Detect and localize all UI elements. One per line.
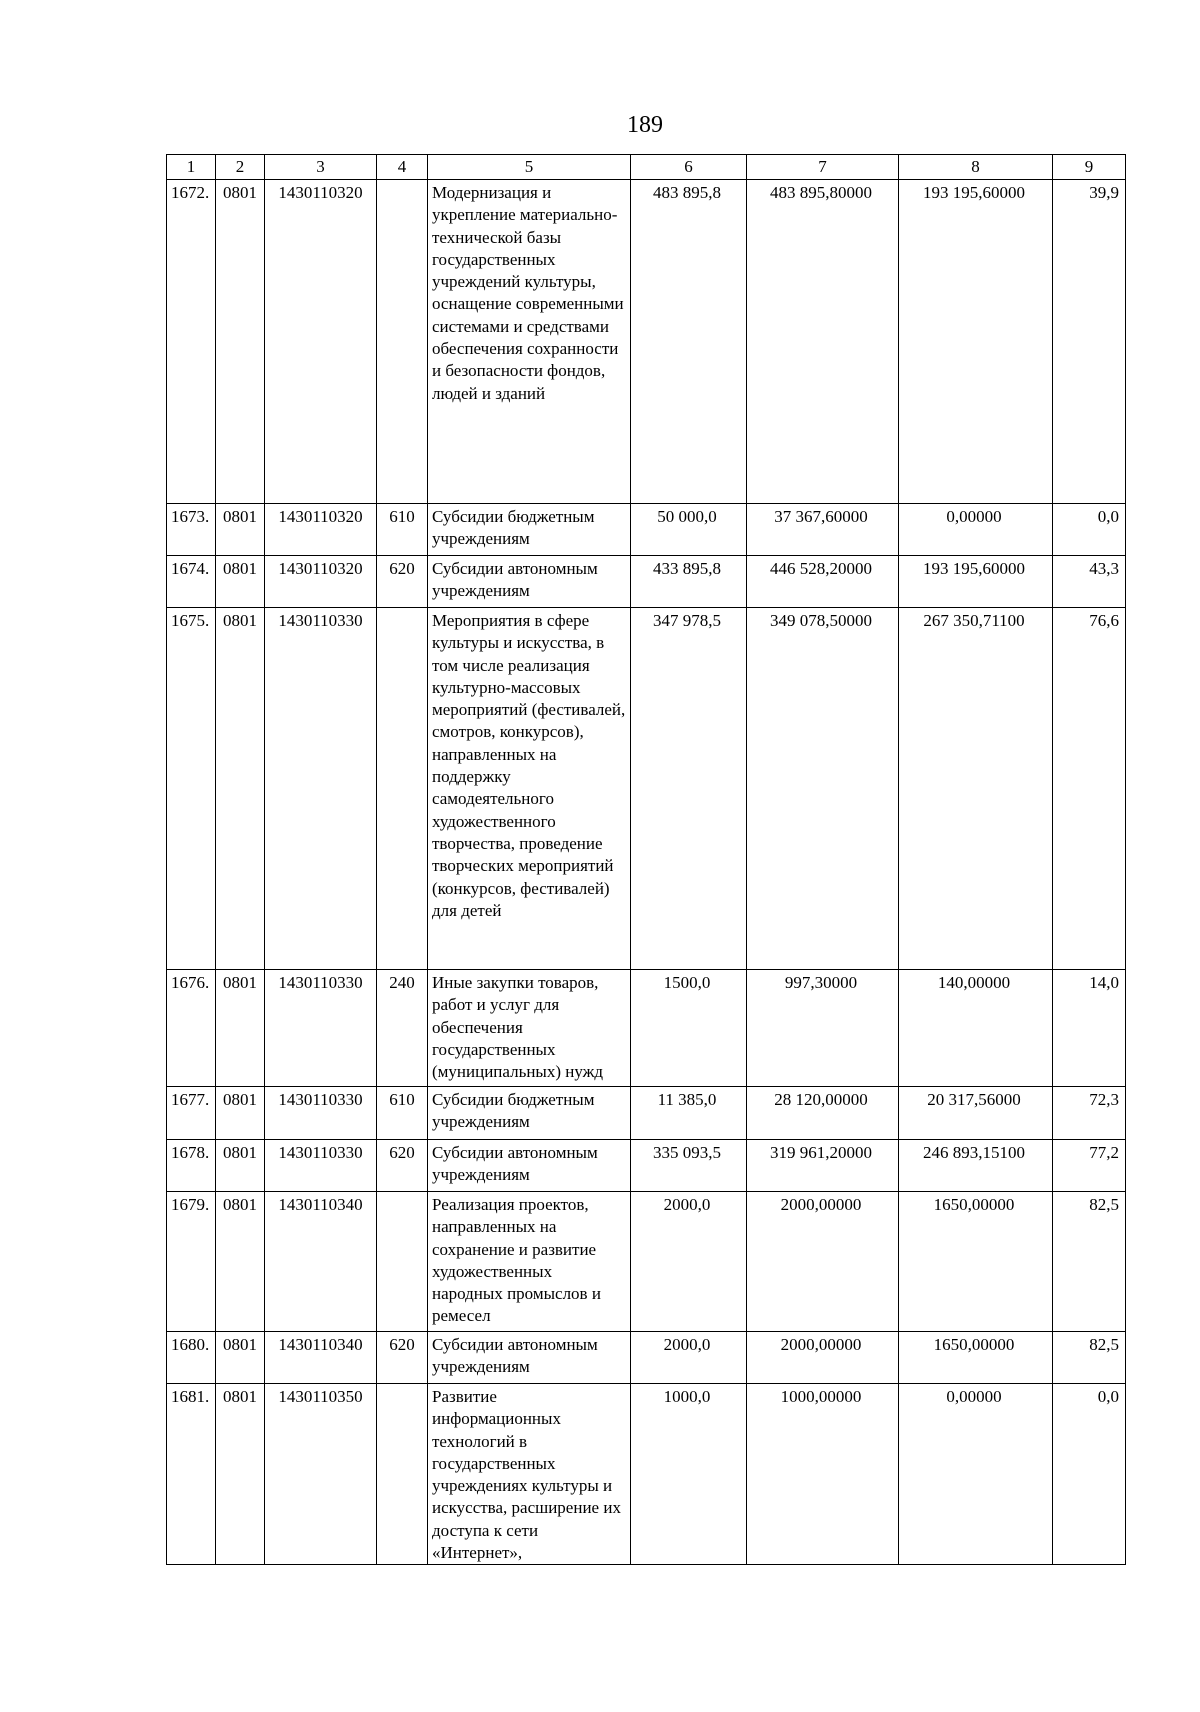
item-name: Мероприятия в сфере культуры и искусства, в том числе реализация культурно-массовых мероприятий (фестивалей, смотров, конкурсов), направленных на поддержку самодеятельного художественного творчества, проведение творческих мероприятий (конкурсов, фестивалей) для детей (428, 608, 631, 970)
executed-amount: 193 195,60000 (899, 556, 1053, 608)
budget-table (166, 154, 1126, 1565)
execution-percent: 82,5 (1053, 1332, 1126, 1384)
table-row (167, 556, 1126, 608)
executed-amount: 267 350,71100 (899, 608, 1053, 970)
budget-amount: 446 528,20000 (747, 556, 899, 608)
section-code: 0801 (216, 1332, 265, 1384)
approved-amount: 335 093,5 (631, 1140, 747, 1192)
section-code: 0801 (216, 180, 265, 504)
approved-amount: 2000,0 (631, 1332, 747, 1384)
executed-amount: 193 195,60000 (899, 180, 1053, 504)
execution-percent: 39,9 (1053, 180, 1126, 504)
expense-type (377, 180, 428, 504)
executed-amount: 20 317,56000 (899, 1087, 1053, 1140)
item-name: Субсидии автономным учреждениям (428, 1140, 631, 1192)
approved-amount: 1000,0 (631, 1384, 747, 1565)
table-row (167, 1384, 1126, 1565)
execution-percent: 77,2 (1053, 1140, 1126, 1192)
table-row (167, 970, 1126, 1087)
expense-type: 620 (377, 556, 428, 608)
approved-amount: 433 895,8 (631, 556, 747, 608)
approved-amount: 347 978,5 (631, 608, 747, 970)
table-row (167, 1192, 1126, 1332)
executed-amount: 0,00000 (899, 504, 1053, 556)
expense-type: 620 (377, 1140, 428, 1192)
target-code: 1430110320 (265, 180, 377, 504)
row-number: 1675. (167, 608, 216, 970)
section-code: 0801 (216, 1192, 265, 1332)
expense-type: 610 (377, 504, 428, 556)
budget-amount: 28 120,00000 (747, 1087, 899, 1140)
row-number: 1681. (167, 1384, 216, 1565)
row-number: 1679. (167, 1192, 216, 1332)
row-number: 1677. (167, 1087, 216, 1140)
target-code: 1430110330 (265, 1140, 377, 1192)
approved-amount: 1500,0 (631, 970, 747, 1087)
column-header-4: 4 (377, 155, 428, 180)
execution-percent: 72,3 (1053, 1087, 1126, 1140)
expense-type (377, 608, 428, 970)
expense-type: 620 (377, 1332, 428, 1384)
budget-amount: 37 367,60000 (747, 504, 899, 556)
column-header-7: 7 (747, 155, 899, 180)
target-code: 1430110330 (265, 1087, 377, 1140)
column-header-1: 1 (167, 155, 216, 180)
budget-amount: 349 078,50000 (747, 608, 899, 970)
row-number: 1678. (167, 1140, 216, 1192)
row-number: 1674. (167, 556, 216, 608)
section-code: 0801 (216, 1087, 265, 1140)
target-code: 1430110330 (265, 608, 377, 970)
column-header-9: 9 (1053, 155, 1126, 180)
execution-percent: 43,3 (1053, 556, 1126, 608)
expense-type (377, 1192, 428, 1332)
approved-amount: 50 000,0 (631, 504, 747, 556)
section-code: 0801 (216, 504, 265, 556)
item-name: Реализация проектов, направленных на сохранение и развитие художественных народных промыслов и ремесел (428, 1192, 631, 1332)
target-code: 1430110320 (265, 556, 377, 608)
budget-amount: 319 961,20000 (747, 1140, 899, 1192)
item-name: Модернизация и укрепление материально-технической базы государственных учреждений культуры, оснащение современными системами и средствами обеспечения сохранности и безопасности фондов, людей и зданий (428, 180, 631, 504)
execution-percent: 14,0 (1053, 970, 1126, 1087)
row-number: 1673. (167, 504, 216, 556)
section-code: 0801 (216, 608, 265, 970)
execution-percent: 76,6 (1053, 608, 1126, 970)
column-header-8: 8 (899, 155, 1053, 180)
column-header-5: 5 (428, 155, 631, 180)
item-name: Субсидии автономным учреждениям (428, 556, 631, 608)
item-name: Субсидии бюджетным учреждениям (428, 504, 631, 556)
column-header-2: 2 (216, 155, 265, 180)
section-code: 0801 (216, 556, 265, 608)
approved-amount: 2000,0 (631, 1192, 747, 1332)
column-header-3: 3 (265, 155, 377, 180)
expense-type: 240 (377, 970, 428, 1087)
item-name: Развитие информационных технологий в государственных учреждениях культуры и искусства, расширение их доступа к сети «Интернет», (428, 1384, 631, 1565)
column-header-6: 6 (631, 155, 747, 180)
row-number: 1680. (167, 1332, 216, 1384)
header-row (167, 155, 1126, 180)
page-number: 189 (627, 112, 663, 138)
executed-amount: 0,00000 (899, 1384, 1053, 1565)
table-row (167, 1087, 1126, 1140)
table-row (167, 180, 1126, 504)
row-number: 1672. (167, 180, 216, 504)
table-row (167, 608, 1126, 970)
section-code: 0801 (216, 970, 265, 1087)
execution-percent: 82,5 (1053, 1192, 1126, 1332)
budget-amount: 2000,00000 (747, 1332, 899, 1384)
item-name: Субсидии бюджетным учреждениям (428, 1087, 631, 1140)
target-code: 1430110320 (265, 504, 377, 556)
target-code: 1430110350 (265, 1384, 377, 1565)
budget-amount: 2000,00000 (747, 1192, 899, 1332)
expense-type: 610 (377, 1087, 428, 1140)
section-code: 0801 (216, 1140, 265, 1192)
execution-percent: 0,0 (1053, 1384, 1126, 1565)
executed-amount: 1650,00000 (899, 1332, 1053, 1384)
section-code: 0801 (216, 1384, 265, 1565)
item-name: Иные закупки товаров, работ и услуг для обеспечения государственных (муниципальных) нужд (428, 970, 631, 1087)
budget-amount: 483 895,80000 (747, 180, 899, 504)
execution-percent: 0,0 (1053, 504, 1126, 556)
target-code: 1430110340 (265, 1332, 377, 1384)
item-name: Субсидии автономным учреждениям (428, 1332, 631, 1384)
approved-amount: 483 895,8 (631, 180, 747, 504)
executed-amount: 1650,00000 (899, 1192, 1053, 1332)
target-code: 1430110340 (265, 1192, 377, 1332)
budget-amount: 997,30000 (747, 970, 899, 1087)
row-number: 1676. (167, 970, 216, 1087)
approved-amount: 11 385,0 (631, 1087, 747, 1140)
table-row (167, 1332, 1126, 1384)
table-row (167, 504, 1126, 556)
budget-amount: 1000,00000 (747, 1384, 899, 1565)
executed-amount: 140,00000 (899, 970, 1053, 1087)
table-row (167, 1140, 1126, 1192)
target-code: 1430110330 (265, 970, 377, 1087)
expense-type (377, 1384, 428, 1565)
executed-amount: 246 893,15100 (899, 1140, 1053, 1192)
